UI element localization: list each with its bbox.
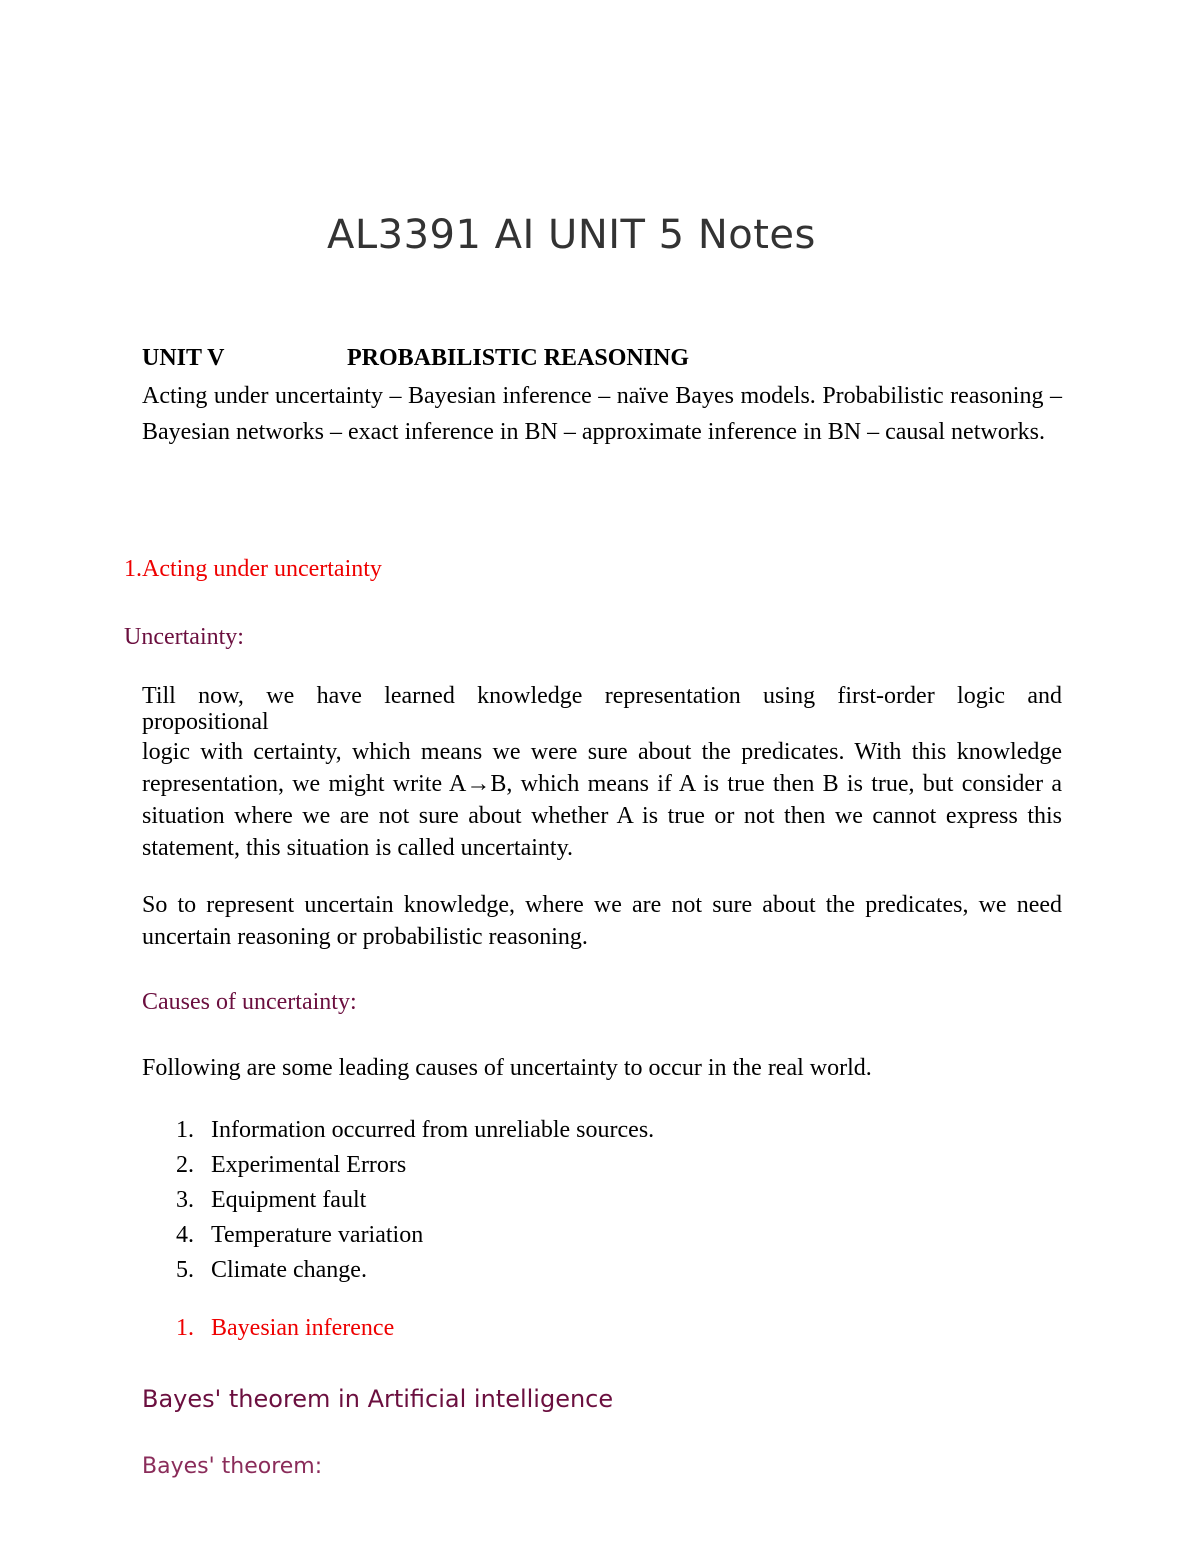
document-title: AL3391 AI UNIT 5 Notes [327, 212, 816, 258]
list-item [176, 1253, 654, 1288]
unit-number: UNIT V [142, 345, 225, 371]
list-item-text: Experimental Errors [211, 1152, 407, 1178]
section-title: Bayesian inference [211, 1315, 395, 1341]
list-item-text: Information occurred from unreliable sources. [211, 1117, 655, 1143]
list-item [176, 1183, 654, 1218]
list-item-number: 5. [176, 1257, 194, 1283]
paragraph-uncertainty-line-1: Till now, we have learned knowledge representation using first-order logic and [142, 683, 1062, 709]
paragraph-causes-intro: Following are some leading causes of uncertainty to occur in the real world. [142, 1055, 872, 1081]
paragraph-uncertainty-line-2: propositional [142, 709, 269, 735]
list-item [176, 1218, 654, 1253]
list-item-number: 2. [176, 1152, 194, 1178]
list-item-text: Climate change. [211, 1257, 367, 1283]
subheading-causes-of-uncertainty: Causes of uncertainty: [142, 989, 357, 1015]
section-heading-bayesian-inference [176, 1315, 394, 1342]
list-item [176, 1113, 654, 1148]
heading-bayes-theorem-in-ai: Bayes' theorem in Artificial intelligence [142, 1385, 614, 1413]
subheading-bayes-theorem: Bayes' theorem: [142, 1454, 323, 1479]
paragraph-uncertain-knowledge: So to represent uncertain knowledge, where we are not sure about the predicates, we need uncertain reasoning or probabilistic reasoning. [142, 892, 1062, 950]
section-heading-acting-under-uncertainty: 1.Acting under uncertainty [124, 556, 382, 582]
causes-list [176, 1113, 654, 1288]
subheading-uncertainty: Uncertainty: [124, 624, 244, 650]
unit-syllabus: Acting under uncertainty – Bayesian inference – naïve Bayes models. Probabilistic reasoning – Bayesian networks – exact inference in BN – approximate inference in BN – causal networks. [142, 383, 1062, 445]
list-item-text: Temperature variation [211, 1222, 424, 1248]
list-item-number: 4. [176, 1222, 194, 1248]
list-item-number: 3. [176, 1187, 194, 1213]
paragraph-uncertainty-body: logic with certainty, which means we were sure about the predicates. With this knowledge representation, we might write A→B, which means if A is true then B is true, but consider a situation where we are not sure about whether A is true or not then we cannot express this statement, this situation is called uncertainty. [142, 739, 1062, 861]
list-item [176, 1148, 654, 1183]
unit-heading [142, 345, 689, 372]
list-item-number: 1. [176, 1117, 194, 1143]
list-item-text: Equipment fault [211, 1187, 367, 1213]
section-number: 1. [176, 1315, 194, 1341]
unit-name: PROBABILISTIC REASONING [347, 345, 690, 371]
